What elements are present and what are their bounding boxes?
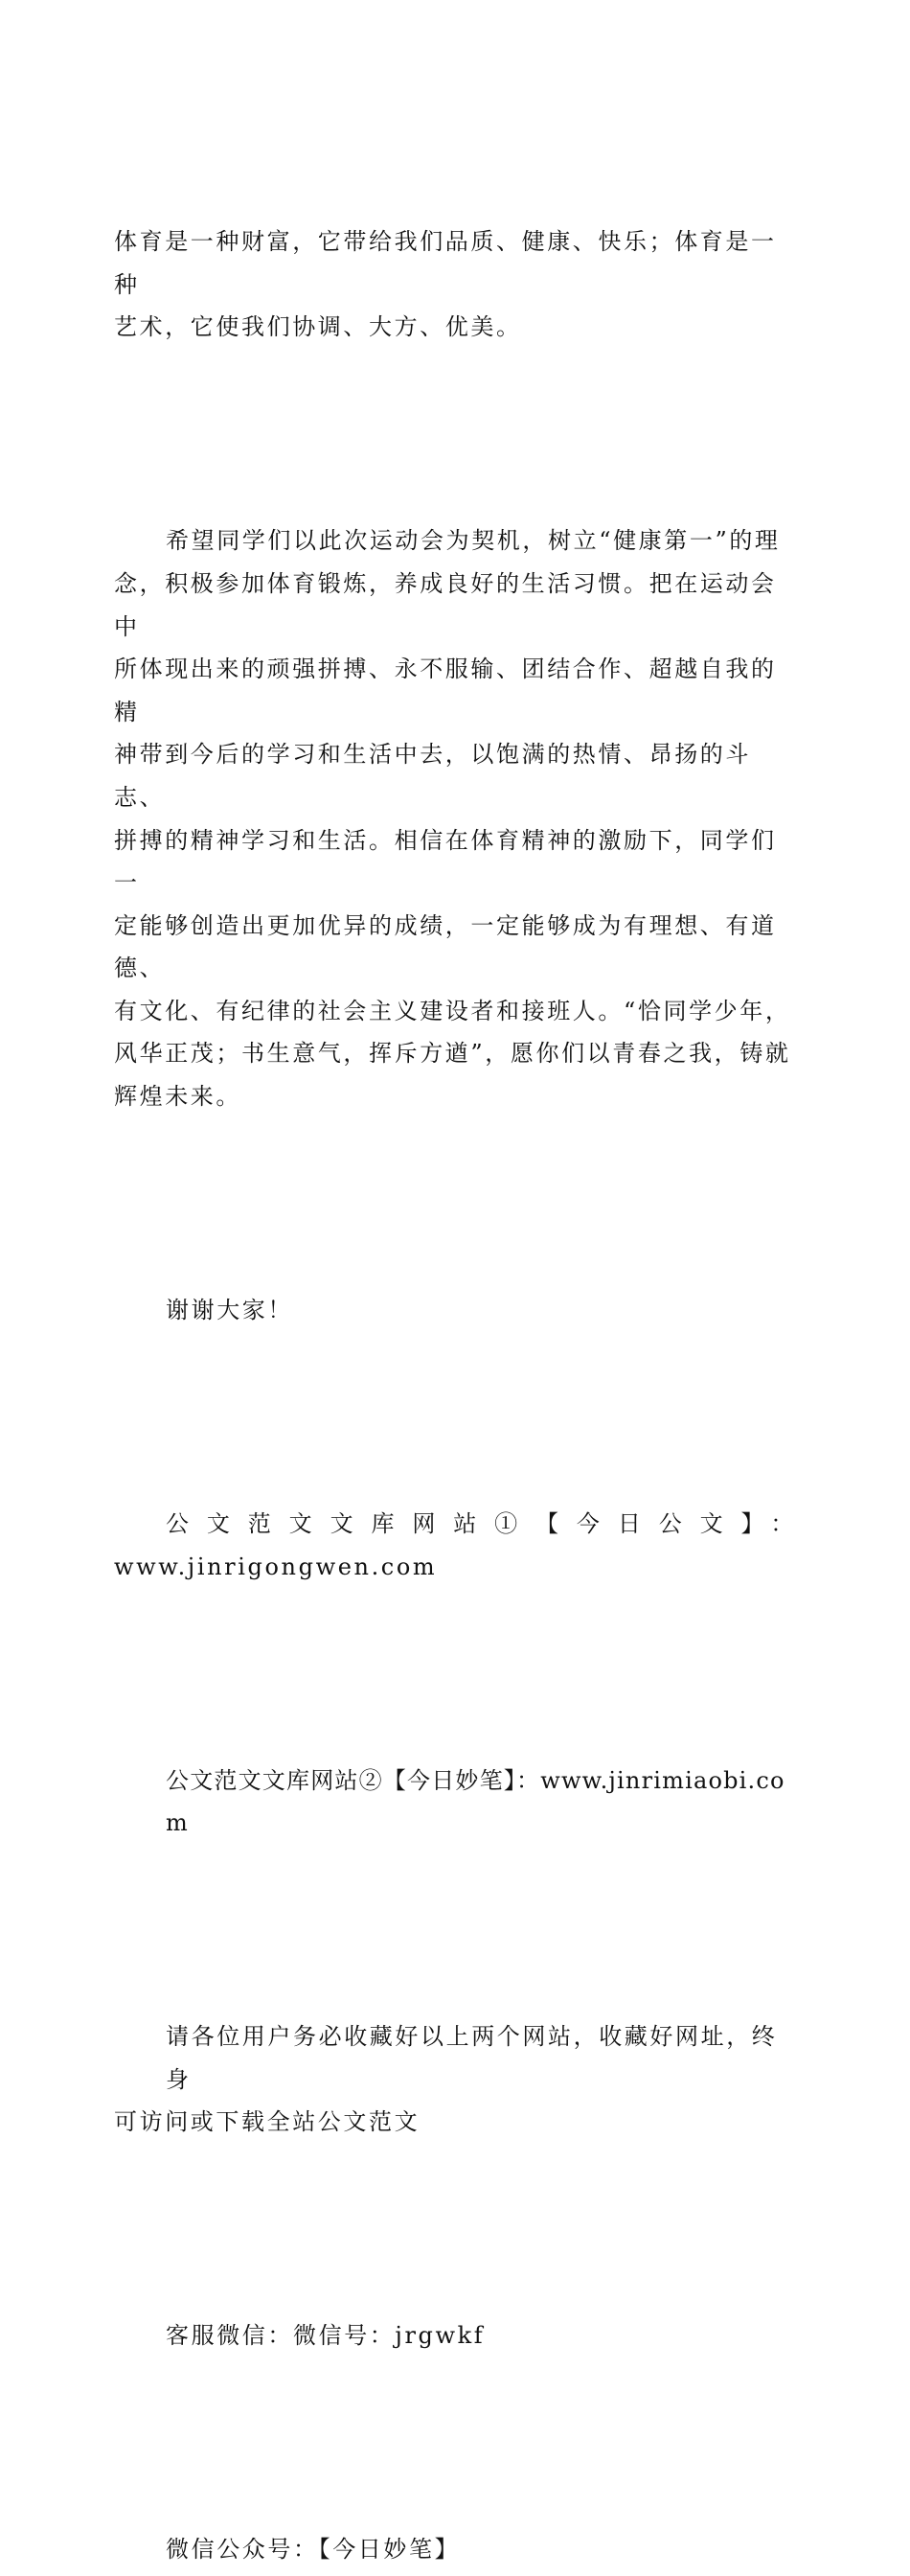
site-1-label: 公文范文文库网站①【今日公文】： [166, 1510, 796, 1537]
paragraph-sports-wealth [114, 135, 796, 434]
wechat-account: 微信公众号：【今日妙笔】 [166, 2536, 461, 2564]
site-2-block [114, 1673, 796, 1930]
text-line: 有文化、有纪律的社会主义建设者和接班人。“恰同学少年， [114, 997, 791, 1024]
text-line: 所体现出来的顽强拼搏、永不服输、团结合作、超越自我的精 [114, 656, 777, 725]
paragraph-thanks [114, 1204, 796, 1417]
text-line: 风华正茂；书生意气，挥斥方遒”，愿你们以青春之我，铸就 [114, 1040, 791, 1068]
site-1-block [114, 1417, 796, 1674]
text-line: 拼搏的精神学习和生活。相信在体育精神的激励下，同学们一 [114, 826, 777, 897]
site-1-url[interactable]: www.jinrigongwen.com [114, 1552, 438, 1580]
text-line: 请各位用户务必收藏好以上两个网站，收藏好网址，终身 [166, 2023, 778, 2093]
text-line: 艺术，它使我们协调、大方、优美。 [114, 313, 522, 341]
document-body [114, 135, 796, 2576]
text-line: 希望同学们以此次运动会为契机，树立“健康第一”的理 [166, 527, 781, 555]
notice-paragraph [114, 1930, 796, 2229]
text-line: 体育是一种财富，它带给我们品质、健康、快乐；体育是一种 [114, 228, 777, 298]
paragraph-hope [114, 434, 796, 1204]
wechat-service-line [114, 2229, 796, 2443]
text-line: 神带到今后的学习和生活中去，以饱满的热情、昂扬的斗志、 [114, 741, 751, 811]
text-line: 定能够创造出更加优异的成绩，一定能够成为有理想、有道德、 [114, 911, 777, 982]
text-line: 可访问或下载全站公文范文 [114, 2108, 421, 2136]
text-line: 谢谢大家！ [166, 1297, 293, 1324]
wechat-service: 客服微信：微信号：jrgwkf [166, 2322, 486, 2350]
wechat-account-line [114, 2443, 796, 2576]
text-line: 念，积极参加体育锻炼，养成良好的生活习惯。把在运动会中 [114, 569, 777, 640]
site-2-text[interactable]: 公文范文文库网站②【今日妙笔】：www.jinrimiaobi.com [166, 1766, 785, 1837]
text-line: 辉煌未来。 [114, 1083, 241, 1111]
